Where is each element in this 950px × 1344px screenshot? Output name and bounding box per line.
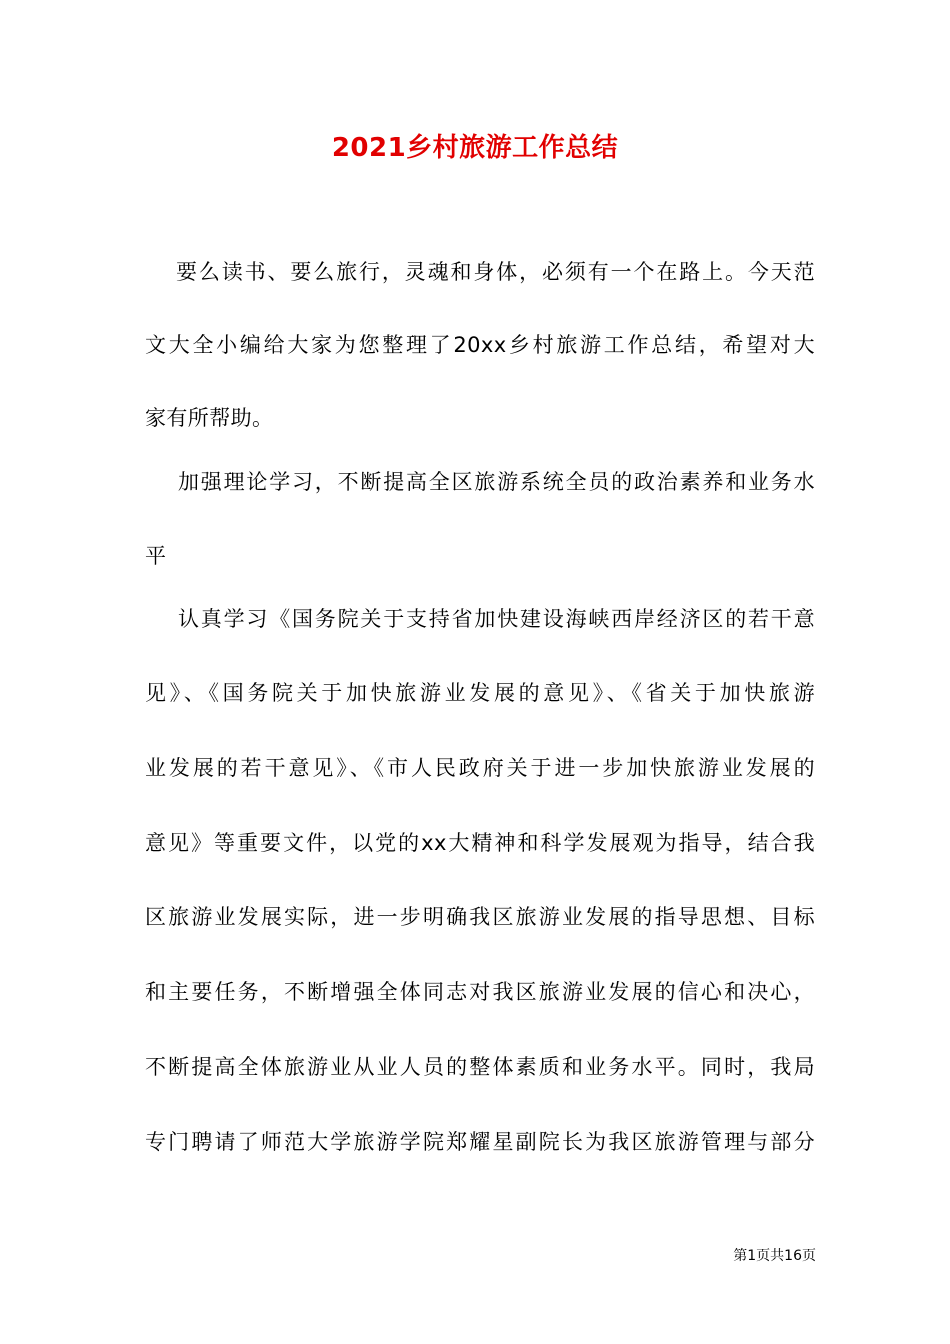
body-line: 加强理论学习，不断提高全区旅游系统全员的政治素养和业务水 [178,470,815,494]
body-line: 家有所帮助。 [145,406,274,430]
body-line: 要么读书、要么旅行，灵魂和身体，必须有一个在路上。今天范 [176,260,815,284]
body-line: 不断提高全体旅游业从业人员的整体素质和业务水平。同时，我局 [145,1055,815,1079]
document-title: 2021乡村旅游工作总结 [331,133,619,163]
body-line: 文大全小编给大家为您整理了20xx乡村旅游工作总结，希望对大 [145,333,815,357]
body-line: 和主要任务，不断增强全体同志对我区旅游业发展的信心和决心， [145,980,815,1004]
page-number-footer: 第1页共16页 [733,1248,816,1264]
body-line: 区旅游业发展实际，进一步明确我区旅游业发展的指导思想、目标 [145,905,815,929]
body-line: 专门聘请了师范大学旅游学院郑耀星副院长为我区旅游管理与部分 [145,1130,815,1154]
body-line: 认真学习《国务院关于支持省加快建设海峡西岸经济区的若干意 [178,607,815,631]
body-line: 意见》等重要文件，以党的xx大精神和科学发展观为指导，结合我 [145,831,815,855]
body-line: 业发展的若干意见》、《市人民政府关于进一步加快旅游业发展的 [145,756,815,780]
body-line: 平 [145,544,167,568]
body-line: 见》、《国务院关于加快旅游业发展的意见》、《省关于加快旅游 [145,681,815,705]
